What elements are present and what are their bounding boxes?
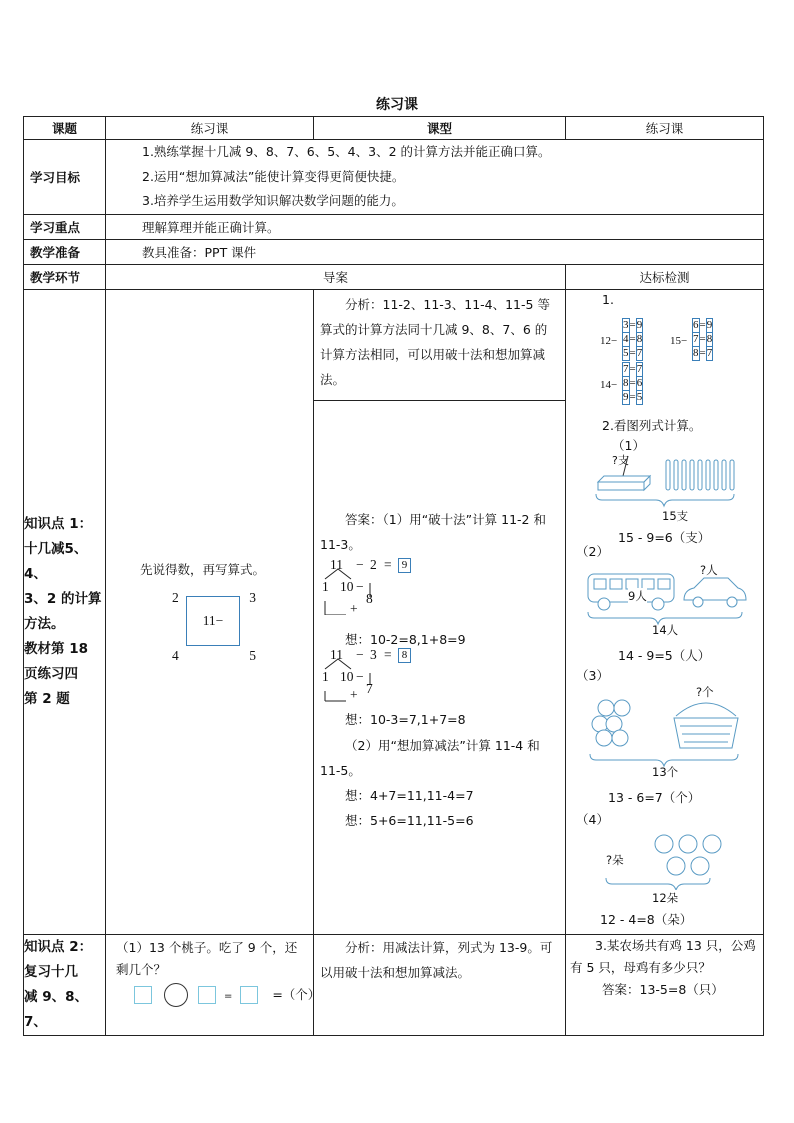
formula-2: 14 - 9=5（人） (618, 648, 711, 663)
answer-box[interactable] (134, 986, 152, 1004)
kp1-analysis: 分析：11-2、11-3、11-4、11-5 等算式的计算方法同十几减 9、8、7、6 的计算方法相同，可以用破十法和想加算减法。 (320, 297, 550, 387)
focus-value: 理解算理并能正确计算。 (106, 215, 764, 240)
kp1-label: 知识点 1： 十几减5、4、 3、2 的计算 方法。 教材第 18 页练习四 第 2 题 (24, 290, 106, 935)
operator-circle[interactable] (164, 983, 188, 1007)
problem-number: （1） (612, 438, 645, 453)
kp1-guide (314, 290, 566, 935)
page-title: 练习课 (376, 97, 418, 113)
grid-minuend: 14− (600, 379, 618, 391)
grid-eq: = (629, 362, 636, 375)
corner-number: 4 (172, 648, 179, 663)
eq-number: 2 (370, 557, 377, 572)
kp1-think-2: 想：10-3=7,1+7=8 (345, 712, 466, 727)
answer-template (116, 983, 321, 1008)
kp1-instruction: 先说得数，再写算式。 (140, 562, 266, 577)
kp1-think-1: 想：10-2=8,1+8=9 (345, 632, 466, 647)
result-box: 8 (398, 648, 411, 663)
grid-eq: = (629, 390, 636, 403)
grid-table (692, 318, 713, 361)
kp1-exercise (106, 290, 314, 935)
grid-table (622, 318, 643, 361)
topic-value: 练习课 (106, 117, 314, 140)
sub-result: 8 (366, 591, 373, 606)
center-box: 11− (186, 596, 240, 646)
picture-problem-2 (576, 542, 756, 648)
strawberries-basket-icon (576, 694, 756, 768)
grid-cell: 7 (706, 347, 713, 359)
result-box: 9 (398, 558, 411, 573)
grid-eq: = (629, 332, 636, 345)
kp2-check-answer: 答案：13-5=8（只） (602, 982, 724, 997)
picture-problem-3 (576, 664, 756, 784)
kp1-think-3: 想：4+7=11,11-4=7 (345, 788, 474, 803)
unknown-label: ?支 (612, 454, 629, 467)
check-header: 达标检测 (566, 265, 764, 290)
prep-label: 教学准备 (24, 240, 106, 265)
grid-minuend: 15− (670, 335, 688, 347)
eq-operator: = (384, 647, 392, 662)
goals-list (106, 140, 764, 215)
steps-header-row (24, 265, 764, 290)
known-label: 9人 (628, 589, 647, 603)
grid-eq: = (629, 346, 636, 359)
kp1-answer-2: （2）用“想加算减法”计算 11-4 和 11-5。 (320, 738, 540, 778)
unit-label: =（个） (272, 986, 321, 1002)
subtraction-box-figure (172, 590, 256, 663)
grid-cell: 3 (623, 319, 629, 331)
grid-eq: = (629, 318, 636, 331)
grid-cell: 9 (623, 391, 629, 403)
grid-cell: 5 (636, 391, 643, 403)
grid-cell: 8 (636, 333, 643, 345)
topic-label: 课题 (24, 117, 106, 140)
kp1-answer-intro: 答案：（1）用“破十法”计算 11-2 和 11-3。 (320, 512, 546, 552)
formula-3: 13 - 6=7（个） (608, 790, 701, 805)
grid-cell: 7 (636, 363, 643, 375)
corner-number: 2 (172, 590, 179, 605)
grid-cell: 7 (623, 363, 629, 375)
kp2-check (566, 935, 764, 1036)
grid-cell: 8 (623, 377, 629, 389)
split-number: 10 (340, 669, 354, 684)
kp1-row (24, 290, 764, 935)
total-label: 14人 (652, 623, 679, 637)
lesson-table (23, 116, 764, 1036)
kp2-row (24, 935, 764, 1036)
header-row (24, 117, 764, 140)
eq-number: 3 (370, 647, 377, 662)
goal-item: 2.运用“想加算减法”能使计算变得更简便快捷。 (142, 168, 405, 184)
grid-eq: = (699, 332, 706, 345)
sub-result: 7 (366, 681, 373, 696)
answer-box[interactable] (240, 986, 258, 1004)
eq-operator: = (384, 557, 392, 572)
grid-table (622, 362, 643, 405)
kp2-guide (314, 935, 566, 1036)
break-ten-diagram-2 (322, 647, 412, 705)
kp1-analysis-cell (314, 290, 565, 401)
goals-row (24, 140, 764, 215)
eq-operator: + (350, 601, 358, 616)
type-value: 练习课 (566, 117, 764, 140)
prep-row (24, 240, 764, 265)
pencils-icon (586, 452, 756, 510)
corner-number: 5 (249, 648, 256, 663)
kp2-question: （1）13 个桃子。吃了 9 个，还剩几个？ (116, 940, 298, 977)
focus-row (24, 215, 764, 240)
eq-sign: = (223, 990, 233, 1002)
problem-number: （3） (576, 668, 609, 683)
grid-cell: 7 (693, 333, 699, 345)
eq-operator: − (356, 647, 364, 662)
grid-eq: = (699, 346, 706, 359)
picture-problem-4 (576, 808, 756, 908)
eq-operator: − (356, 579, 364, 594)
check-q1-label: 1. (602, 292, 614, 307)
formula-4: 12 - 4=8（朵） (600, 912, 693, 927)
check-q2-label: 2.看图列式计算。 (602, 418, 702, 433)
formula-1: 15 - 9=6（支） (618, 530, 711, 545)
eq-operator: − (356, 669, 364, 684)
grid-cell: 4 (623, 333, 629, 345)
break-ten-diagram-1 (322, 557, 412, 615)
goal-item: 3.培养学生运用数学知识解决数学问题的能力。 (142, 193, 404, 209)
goals-label: 学习目标 (24, 140, 106, 215)
eq-number: 11 (330, 557, 343, 572)
grid-cell: 8 (693, 347, 699, 359)
grid-cell: 9 (706, 319, 713, 331)
grid-cell: 9 (636, 319, 643, 331)
problem-number: （2） (576, 544, 609, 559)
flowers-icon (576, 830, 756, 890)
problem-number: （4） (576, 812, 609, 827)
type-label: 课型 (314, 117, 566, 140)
grid-eq: = (699, 318, 706, 331)
guide-header: 导案 (106, 265, 566, 290)
eq-operator: + (350, 687, 358, 702)
total-label: 15支 (662, 509, 689, 523)
kp2-analysis: 分析：用减法计算，列式为 13-9。可以用破十法和想加算减法。 (320, 940, 553, 980)
kp1-think-4: 想：5+6=11,11-5=6 (345, 813, 474, 828)
kp2-check-question: 3.某农场共有鸡 13 只，公鸡有 5 只，母鸡有多少只？ (570, 938, 756, 975)
total-label: 12朵 (652, 891, 679, 905)
kp2-label: 知识点 2： 复习十几 减 9、8、7、 (24, 935, 106, 1036)
total-label: 13个 (652, 765, 679, 779)
kp1-check (566, 290, 764, 935)
goal-item: 1.熟练掌握十几减 9、8、7、6、5、4、3、2 的计算方法并能正确口算。 (142, 144, 551, 160)
kp1-answer-cell (314, 401, 565, 934)
unknown-label: ?个 (696, 685, 714, 699)
grid-cell: 6 (636, 377, 643, 389)
prep-value: 教具准备：PPT 课件 (106, 240, 764, 265)
grid-cell: 6 (693, 319, 699, 331)
focus-label: 学习重点 (24, 215, 106, 240)
eq-operator: − (356, 557, 364, 572)
grid-eq: = (629, 376, 636, 389)
unknown-label: ?朵 (606, 853, 624, 867)
unknown-label: ?人 (700, 563, 718, 577)
split-number: 1 (322, 669, 329, 684)
grid-cell: 5 (623, 347, 629, 359)
answer-box[interactable] (198, 986, 216, 1004)
picture-problem-1 (586, 436, 756, 532)
corner-number: 3 (249, 590, 256, 605)
grid-cell: 8 (706, 333, 713, 345)
steps-label: 教学环节 (24, 265, 106, 290)
split-number: 1 (322, 579, 329, 594)
grid-cell: 7 (636, 347, 643, 359)
grid-minuend: 12− (600, 335, 618, 347)
kp2-exercise (106, 935, 321, 1036)
split-number: 10 (340, 579, 354, 594)
eq-number: 11 (330, 647, 343, 662)
